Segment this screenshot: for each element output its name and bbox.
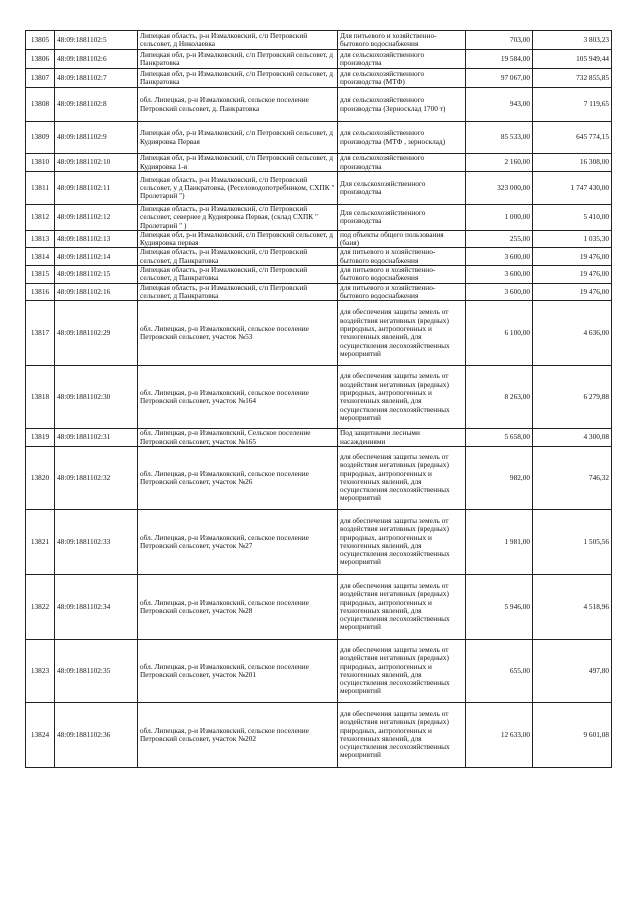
plot-area: 703,00 bbox=[466, 31, 533, 50]
permitted-use: для питьевого и хозяйственно-бытового водоснабжения bbox=[338, 248, 466, 266]
table-body bbox=[26, 31, 612, 768]
permitted-use: для питьевого и хозяйственно-бытового водоснабжения bbox=[338, 266, 466, 284]
permitted-use: для обеспечения защиты земель от воздействия негативных (вредных) природных, антропогенных и техногенных явлений, для осуществления лесохозяйственных мероприятий bbox=[338, 366, 466, 429]
row-number: 13818 bbox=[26, 366, 55, 429]
plot-address: Липецкая обл, р-н Измалковский, с/п Петровский сельсовет, д Кудияровка Первая bbox=[138, 122, 338, 154]
row-number: 13823 bbox=[26, 639, 55, 702]
plot-area: 19 584,00 bbox=[466, 50, 533, 69]
plot-address: обл. Липецкая, р-н Измалковский, сельское поселение Петровский сельсовет, участок №164 bbox=[138, 366, 338, 429]
permitted-use: Для питьевого и хозяйственно-бытового водоснабжения bbox=[338, 31, 466, 50]
plot-area: 1 981,00 bbox=[466, 509, 533, 574]
cadastral-value: 19 476,00 bbox=[533, 266, 612, 284]
plot-area: 12 633,00 bbox=[466, 702, 533, 767]
table-row bbox=[26, 31, 612, 50]
table-row bbox=[26, 50, 612, 69]
cadastral-number: 48:09:1881102:31 bbox=[55, 429, 138, 447]
cadastral-number: 48:09:1881102:14 bbox=[55, 248, 138, 266]
permitted-use: для обеспечения защиты земель от воздействия негативных (вредных) природных, антропогенных и техногенных явлений, для осуществления лесохозяйственных мероприятий bbox=[338, 639, 466, 702]
cadastral-number: 48:09:1881102:30 bbox=[55, 366, 138, 429]
row-number: 13814 bbox=[26, 248, 55, 266]
table-row bbox=[26, 154, 612, 172]
cadastral-value: 4 518,96 bbox=[533, 574, 612, 639]
plot-address: Липецкая область, р-н Измалковский, с/п Петровский сельсовет, д Николаевка bbox=[138, 31, 338, 50]
cadastral-number: 48:09:1881102:12 bbox=[55, 205, 138, 231]
cadastral-number: 48:09:1881102:35 bbox=[55, 639, 138, 702]
cadastral-number: 48:09:1881102:15 bbox=[55, 266, 138, 284]
cadastral-number: 48:09:1881102:5 bbox=[55, 31, 138, 50]
plot-address: Липецкая обл, р-н Измалковский, с/п Петровский сельсовет, д Кудияровка первая bbox=[138, 230, 338, 248]
cadastral-value: 9 601,08 bbox=[533, 702, 612, 767]
table-row bbox=[26, 205, 612, 231]
row-number: 13824 bbox=[26, 702, 55, 767]
permitted-use: для обеспечения защиты земель от воздействия негативных (вредных) природных, антропогенных и техногенных явлений, для осуществления лесохозяйственных мероприятий bbox=[338, 301, 466, 366]
permitted-use: для питьевого и хозяйственно-бытового водоснабжения bbox=[338, 283, 466, 301]
cadastral-value: 19 476,00 bbox=[533, 248, 612, 266]
plot-area: 3 600,00 bbox=[466, 266, 533, 284]
plot-address: обл. Липецкая, р-н Измалковский, сельское поселение Петровский сельсовет, участок №28 bbox=[138, 574, 338, 639]
table-row bbox=[26, 639, 612, 702]
plot-area: 255,00 bbox=[466, 230, 533, 248]
row-number: 13809 bbox=[26, 122, 55, 154]
row-number: 13820 bbox=[26, 446, 55, 509]
table-row bbox=[26, 509, 612, 574]
cadastral-value: 746,32 bbox=[533, 446, 612, 509]
table-row bbox=[26, 446, 612, 509]
plot-area: 943,00 bbox=[466, 88, 533, 122]
cadastral-number: 48:09:1881102:10 bbox=[55, 154, 138, 172]
permitted-use: Под защитными лесными насаждениями bbox=[338, 429, 466, 447]
row-number: 13815 bbox=[26, 266, 55, 284]
plot-area: 85 533,00 bbox=[466, 122, 533, 154]
cadastral-number: 48:09:1881102:33 bbox=[55, 509, 138, 574]
row-number: 13821 bbox=[26, 509, 55, 574]
plot-area: 1 000,00 bbox=[466, 205, 533, 231]
cadastral-number: 48:09:1881102:16 bbox=[55, 283, 138, 301]
row-number: 13808 bbox=[26, 88, 55, 122]
cadastral-number: 48:09:1881102:7 bbox=[55, 69, 138, 88]
plot-area: 323 000,00 bbox=[466, 172, 533, 205]
plot-address: Липецкая область, р-н Измалковский, с/п Петровский сельсовет, д Панкратовка bbox=[138, 283, 338, 301]
table-row bbox=[26, 88, 612, 122]
cadastral-value: 645 774,15 bbox=[533, 122, 612, 154]
permitted-use: для обеспечения защиты земель от воздействия негативных (вредных) природных, антропогенных и техногенных явлений, для осуществления лесохозяйственных мероприятий bbox=[338, 509, 466, 574]
plot-address: обл. Липецкая, р-н Измалковский, сельское поселение Петровский сельсовет, участок №201 bbox=[138, 639, 338, 702]
table-row bbox=[26, 283, 612, 301]
permitted-use: Для сельскохозяйственного производства bbox=[338, 172, 466, 205]
cadastral-value: 732 855,85 bbox=[533, 69, 612, 88]
plot-area: 6 100,00 bbox=[466, 301, 533, 366]
cadastral-value: 497,80 bbox=[533, 639, 612, 702]
row-number: 13810 bbox=[26, 154, 55, 172]
row-number: 13817 bbox=[26, 301, 55, 366]
plot-area: 3 600,00 bbox=[466, 248, 533, 266]
table-row bbox=[26, 702, 612, 767]
permitted-use: под объекты общего пользования (баня) bbox=[338, 230, 466, 248]
plot-address: Липецкая обл, р-н Измалковский, с/п Петровский сельсовет, д Панкратовка bbox=[138, 50, 338, 69]
cadastral-number: 48:09:1881102:6 bbox=[55, 50, 138, 69]
cadastral-value: 4 636,00 bbox=[533, 301, 612, 366]
cadastral-number: 48:09:1881102:8 bbox=[55, 88, 138, 122]
table-row bbox=[26, 366, 612, 429]
cadastral-number: 48:09:1881102:29 bbox=[55, 301, 138, 366]
plot-area: 655,00 bbox=[466, 639, 533, 702]
cadastral-value: 3 803,23 bbox=[533, 31, 612, 50]
plot-address: обл. Липецкая, р-н Измалковский, сельское поселение Петровский сельсовет, участок №27 bbox=[138, 509, 338, 574]
row-number: 13806 bbox=[26, 50, 55, 69]
cadastral-number: 48:09:1881102:13 bbox=[55, 230, 138, 248]
cadastral-value: 105 949,44 bbox=[533, 50, 612, 69]
table-row bbox=[26, 574, 612, 639]
plot-area: 5 658,00 bbox=[466, 429, 533, 447]
cadastral-number: 48:09:1881102:36 bbox=[55, 702, 138, 767]
plot-area: 97 067,00 bbox=[466, 69, 533, 88]
plot-area: 3 600,00 bbox=[466, 283, 533, 301]
plot-address: Липецкая область, р-н Измалковский, с/п Петровский сельсовет, у д Панкратовка, (Реселоводопотребником, СХПК " Пролетарий ") bbox=[138, 172, 338, 205]
table-row bbox=[26, 248, 612, 266]
permitted-use: для обеспечения защиты земель от воздействия негативных (вредных) природных, антропогенных и техногенных явлений, для осуществления лесохозяйственных мероприятий bbox=[338, 702, 466, 767]
plot-area: 8 263,00 bbox=[466, 366, 533, 429]
permitted-use: для сельскохозяйственного производства bbox=[338, 50, 466, 69]
permitted-use: для обеспечения защиты земель от воздействия негативных (вредных) природных, антропогенных и техногенных явлений, для осуществления лесохозяйственных мероприятий bbox=[338, 446, 466, 509]
permitted-use: Для сельскохозяйственного производства bbox=[338, 205, 466, 231]
plot-address: Липецкая обл, р-н Измалковский, с/п Петровский сельсовет, д Панкратовка bbox=[138, 69, 338, 88]
plot-address: обл. Липецкая, р-н Измалковский, сельское поселение Петровский сельсовет, д. Панкратовка bbox=[138, 88, 338, 122]
cadastral-value: 4 300,08 bbox=[533, 429, 612, 447]
permitted-use: для обеспечения защиты земель от воздействия негативных (вредных) природных, антропогенных и техногенных явлений, для осуществления лесохозяйственных мероприятий bbox=[338, 574, 466, 639]
plot-address: обл. Липецкая, р-н Измалковский, сельское поселение Петровский сельсовет, участок №26 bbox=[138, 446, 338, 509]
plot-address: Липецкая область, р-н Измалковский, с/п Петровский сельсовет, д Панкратовка bbox=[138, 266, 338, 284]
permitted-use: для сельскохозяйственного производства (МТФ , зерносклад) bbox=[338, 122, 466, 154]
cadastral-number: 48:09:1881102:34 bbox=[55, 574, 138, 639]
cadastral-value: 1 505,56 bbox=[533, 509, 612, 574]
permitted-use: для сельскохозяйственного производства (Зерносклад 1700 т) bbox=[338, 88, 466, 122]
plot-area: 2 160,00 bbox=[466, 154, 533, 172]
cadastral-value: 7 119,65 bbox=[533, 88, 612, 122]
row-number: 13816 bbox=[26, 283, 55, 301]
row-number: 13813 bbox=[26, 230, 55, 248]
cadastral-value: 1 747 430,00 bbox=[533, 172, 612, 205]
cadastral-number: 48:09:1881102:9 bbox=[55, 122, 138, 154]
row-number: 13822 bbox=[26, 574, 55, 639]
table-row bbox=[26, 266, 612, 284]
cadastral-value: 1 035,30 bbox=[533, 230, 612, 248]
land-plots-table bbox=[25, 30, 612, 768]
plot-address: Липецкая область, р-н Измалковский, с/п Петровский сельсовет, д Панкратовка bbox=[138, 248, 338, 266]
cadastral-value: 5 410,00 bbox=[533, 205, 612, 231]
table-row bbox=[26, 122, 612, 154]
row-number: 13812 bbox=[26, 205, 55, 231]
permitted-use: для сельскохозяйственного производства (МТФ) bbox=[338, 69, 466, 88]
table-row bbox=[26, 230, 612, 248]
plot-area: 982,00 bbox=[466, 446, 533, 509]
cadastral-number: 48:09:1881102:11 bbox=[55, 172, 138, 205]
row-number: 13805 bbox=[26, 31, 55, 50]
row-number: 13811 bbox=[26, 172, 55, 205]
table-row bbox=[26, 69, 612, 88]
table-row bbox=[26, 429, 612, 447]
row-number: 13819 bbox=[26, 429, 55, 447]
cadastral-value: 19 476,00 bbox=[533, 283, 612, 301]
cadastral-number: 48:09:1881102:32 bbox=[55, 446, 138, 509]
table-row bbox=[26, 301, 612, 366]
plot-address: Липецкая обл, р-н Измалковский, с/п Петровский сельсовет, д Кудияровка 1-я bbox=[138, 154, 338, 172]
plot-address: обл. Липецкая, р-н Измалковский, сельское поселение Петровский сельсовет, участок №202 bbox=[138, 702, 338, 767]
plot-address: обл. Липецкая, р-н Измалковский, Сельское поселение Петровский сельсовет, участок №165 bbox=[138, 429, 338, 447]
cadastral-value: 16 308,00 bbox=[533, 154, 612, 172]
plot-address: обл. Липецкая, р-н Измалковский, сельское поселение Петровский сельсовет, участок №53 bbox=[138, 301, 338, 366]
table-row bbox=[26, 172, 612, 205]
plot-address: Липецкая область, р-н Измалковский, с/п Петровский сельсовет, севернее д Кудияровка Первая, (склад СХПК " Пролетарий " ) bbox=[138, 205, 338, 231]
plot-area: 5 946,00 bbox=[466, 574, 533, 639]
row-number: 13807 bbox=[26, 69, 55, 88]
cadastral-value: 6 279,88 bbox=[533, 366, 612, 429]
permitted-use: для сельскохозяйственного производства bbox=[338, 154, 466, 172]
